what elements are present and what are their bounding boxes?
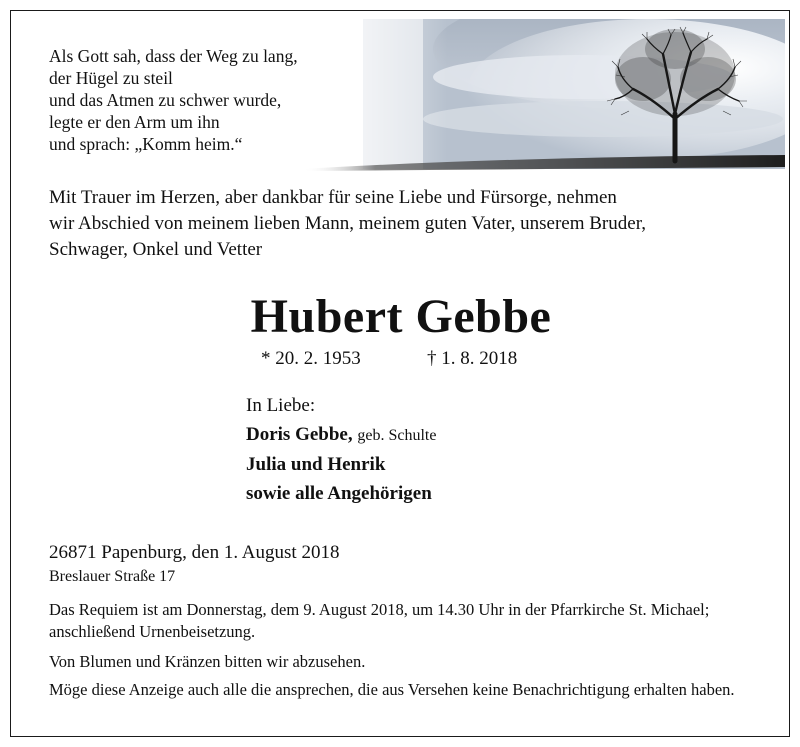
family-others: sowie alle Angehörigen xyxy=(246,483,432,504)
spouse-maiden-name: geb. Schulte xyxy=(357,427,437,444)
deceased-name: Hubert Gebbe xyxy=(250,290,552,343)
poem-line: legte er den Arm um ihn xyxy=(49,112,220,132)
family-heading: In Liebe: xyxy=(246,395,316,416)
notice-note: Möge diese Anzeige auch alle die ansprechen, die aus Versehen keine Benachrichtigung erhalten haben. xyxy=(49,680,735,699)
flowers-note: Von Blumen und Kränzen bitten wir abzusehen. xyxy=(49,652,366,671)
poem-line: Als Gott sah, dass der Weg zu lang, xyxy=(49,46,298,66)
intro-line: Schwager, Onkel und Vetter xyxy=(49,239,263,260)
intro-text xyxy=(49,185,749,263)
poem-line: und sprach: „Komm heim.“ xyxy=(49,134,243,154)
requiem-note: Das Requiem ist am Donnerstag, dem 9. August 2018, um 14.30 Uhr in der Pfarrkirche St. Michael; anschließend Urnenbeisetzung. xyxy=(49,600,710,641)
death-date: † 1. 8. 2018 xyxy=(427,348,518,369)
obituary-card xyxy=(10,10,790,737)
tree-on-hill-icon xyxy=(303,19,785,179)
poem-line: und das Atmen zu schwer wurde, xyxy=(49,90,282,110)
spouse-name: Doris Gebbe, xyxy=(246,424,353,445)
poem xyxy=(49,45,298,155)
intro-line: wir Abschied von meinem lieben Mann, meinem guten Vater, unserem Bruder, xyxy=(49,213,647,234)
street-address: Breslauer Straße 17 xyxy=(49,568,176,585)
family-spouse xyxy=(246,420,436,450)
family-list xyxy=(246,391,436,508)
place-date: 26871 Papenburg, den 1. August 2018 xyxy=(49,542,340,563)
poem-line: der Hügel zu steil xyxy=(49,68,173,88)
birth-date: * 20. 2. 1953 xyxy=(261,348,361,369)
family-children: Julia und Henrik xyxy=(246,454,386,475)
intro-line: Mit Trauer im Herzen, aber dankbar für seine Liebe und Fürsorge, nehmen xyxy=(49,187,617,208)
